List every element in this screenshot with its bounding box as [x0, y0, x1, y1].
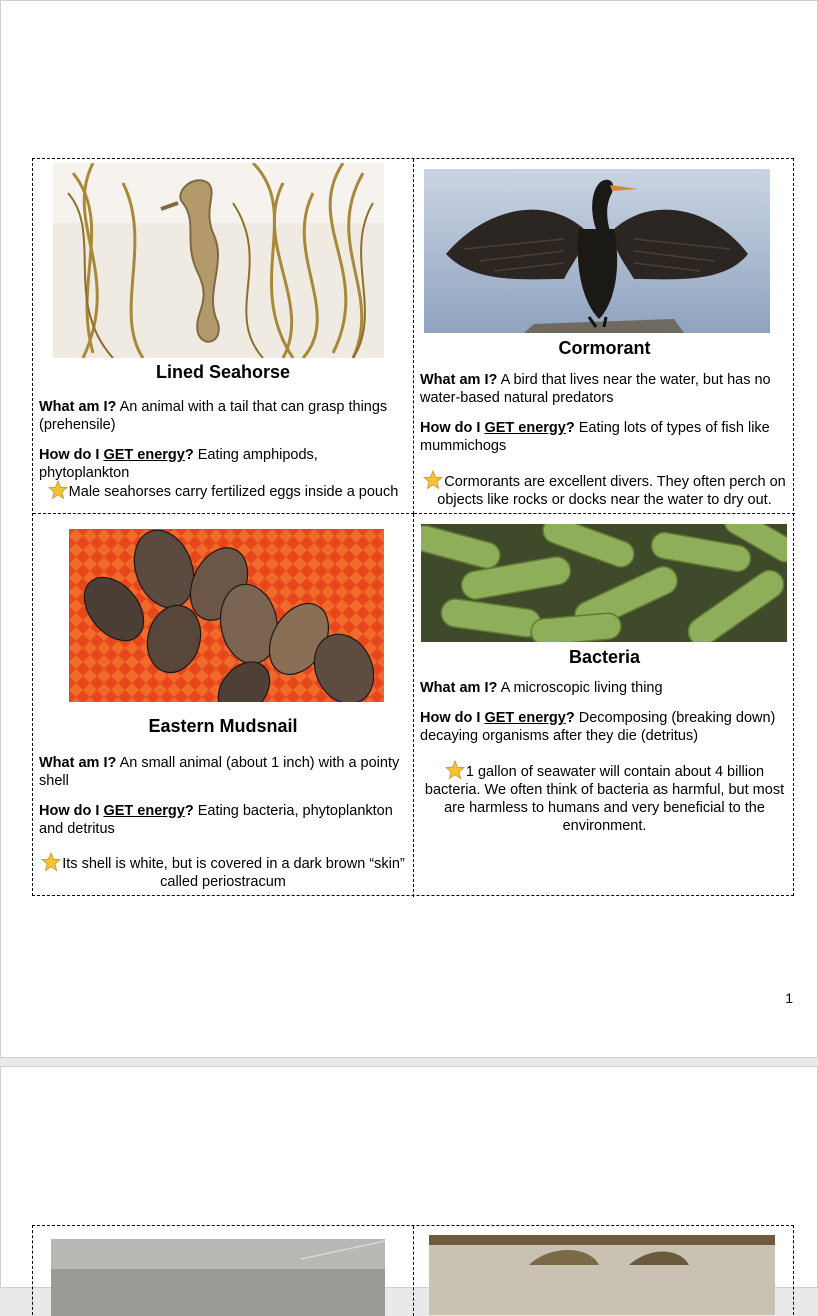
what-label: What am I?	[420, 372, 498, 388]
how-label-end: ?	[184, 803, 194, 819]
how-label-end: ?	[184, 447, 194, 463]
mudsnail-photo	[69, 529, 384, 702]
card-title: Lined Seahorse	[155, 362, 291, 382]
card-next-left	[33, 1226, 414, 1316]
how-label: How do I	[420, 710, 485, 726]
card-next-right	[414, 1226, 795, 1316]
card-cormorant	[414, 159, 795, 514]
next-photo-right	[429, 1235, 775, 1315]
card-grid	[32, 158, 794, 896]
what-label: What am I?	[39, 399, 117, 415]
next-photo-left	[51, 1239, 385, 1316]
how-label: How do I	[420, 420, 485, 436]
what-value: A bird that lives near the water, but has no water-based natural predators	[420, 372, 771, 406]
what-label: What am I?	[420, 680, 498, 696]
star-icon	[41, 852, 61, 872]
how-value: Eating bacteria, phytoplankton and detritus	[39, 803, 393, 837]
seahorse-photo	[53, 163, 384, 358]
page-number: 1	[785, 990, 793, 1006]
cormorant-photo	[424, 169, 770, 333]
get-energy-text	[420, 419, 789, 455]
what-value: An small animal (about 1 inch) with a pointy shell	[39, 755, 400, 789]
get-energy-link[interactable]: GET energy	[103, 447, 185, 463]
get-energy-link[interactable]: GET energy	[484, 710, 566, 726]
what-am-i-text	[420, 679, 789, 697]
card-eastern-mudsnail	[33, 514, 414, 897]
what-am-i-text	[39, 398, 407, 434]
fun-fact	[37, 480, 409, 501]
fun-fact-text: Cormorants are excellent divers. They often perch on objects like rocks or docks near the water to dry out.	[437, 474, 786, 508]
fun-fact	[37, 852, 409, 891]
what-label: What am I?	[39, 755, 117, 771]
star-icon	[48, 480, 68, 500]
what-am-i-text	[39, 754, 407, 790]
how-label-end: ?	[565, 420, 575, 436]
fun-fact-text: Its shell is white, but is covered in a dark brown “skin” called periostracum	[62, 856, 405, 890]
bacteria-photo	[421, 524, 787, 642]
how-label: How do I	[39, 447, 104, 463]
star-icon	[423, 470, 443, 490]
how-value: Eating lots of types of fish like mummichogs	[420, 420, 770, 454]
how-value: Decomposing (breaking down) decaying organisms after they die (detritus)	[420, 710, 776, 744]
page-2	[0, 1066, 818, 1288]
card-grid	[32, 1225, 794, 1315]
get-energy-text	[39, 446, 407, 482]
get-energy-text	[39, 802, 407, 838]
what-value: An animal with a tail that can grasp things (prehensile)	[39, 399, 388, 433]
how-label: How do I	[39, 803, 104, 819]
what-value: A microscopic living thing	[497, 680, 663, 696]
fun-fact-text: 1 gallon of seawater will contain about 4 billion bacteria. We often think of bacteria as harmful, but most are harmless to humans and very beneficial to the environment.	[424, 764, 785, 834]
card-title: Bacteria	[568, 647, 641, 667]
fun-fact-text: Male seahorses carry fertilized eggs inside a pouch	[68, 484, 399, 500]
card-bacteria	[414, 514, 795, 897]
fun-fact	[418, 760, 791, 835]
what-am-i-text	[420, 371, 789, 407]
card-lined-seahorse	[33, 159, 414, 514]
card-title: Cormorant	[558, 338, 651, 358]
get-energy-link[interactable]: GET energy	[103, 803, 185, 819]
fun-fact	[418, 470, 791, 509]
star-icon	[445, 760, 465, 780]
how-value: Eating amphipods, phytoplankton	[39, 447, 318, 481]
card-title: Eastern Mudsnail	[148, 716, 298, 736]
get-energy-text	[420, 709, 789, 745]
get-energy-link[interactable]: GET energy	[484, 420, 566, 436]
how-label-end: ?	[565, 710, 575, 726]
